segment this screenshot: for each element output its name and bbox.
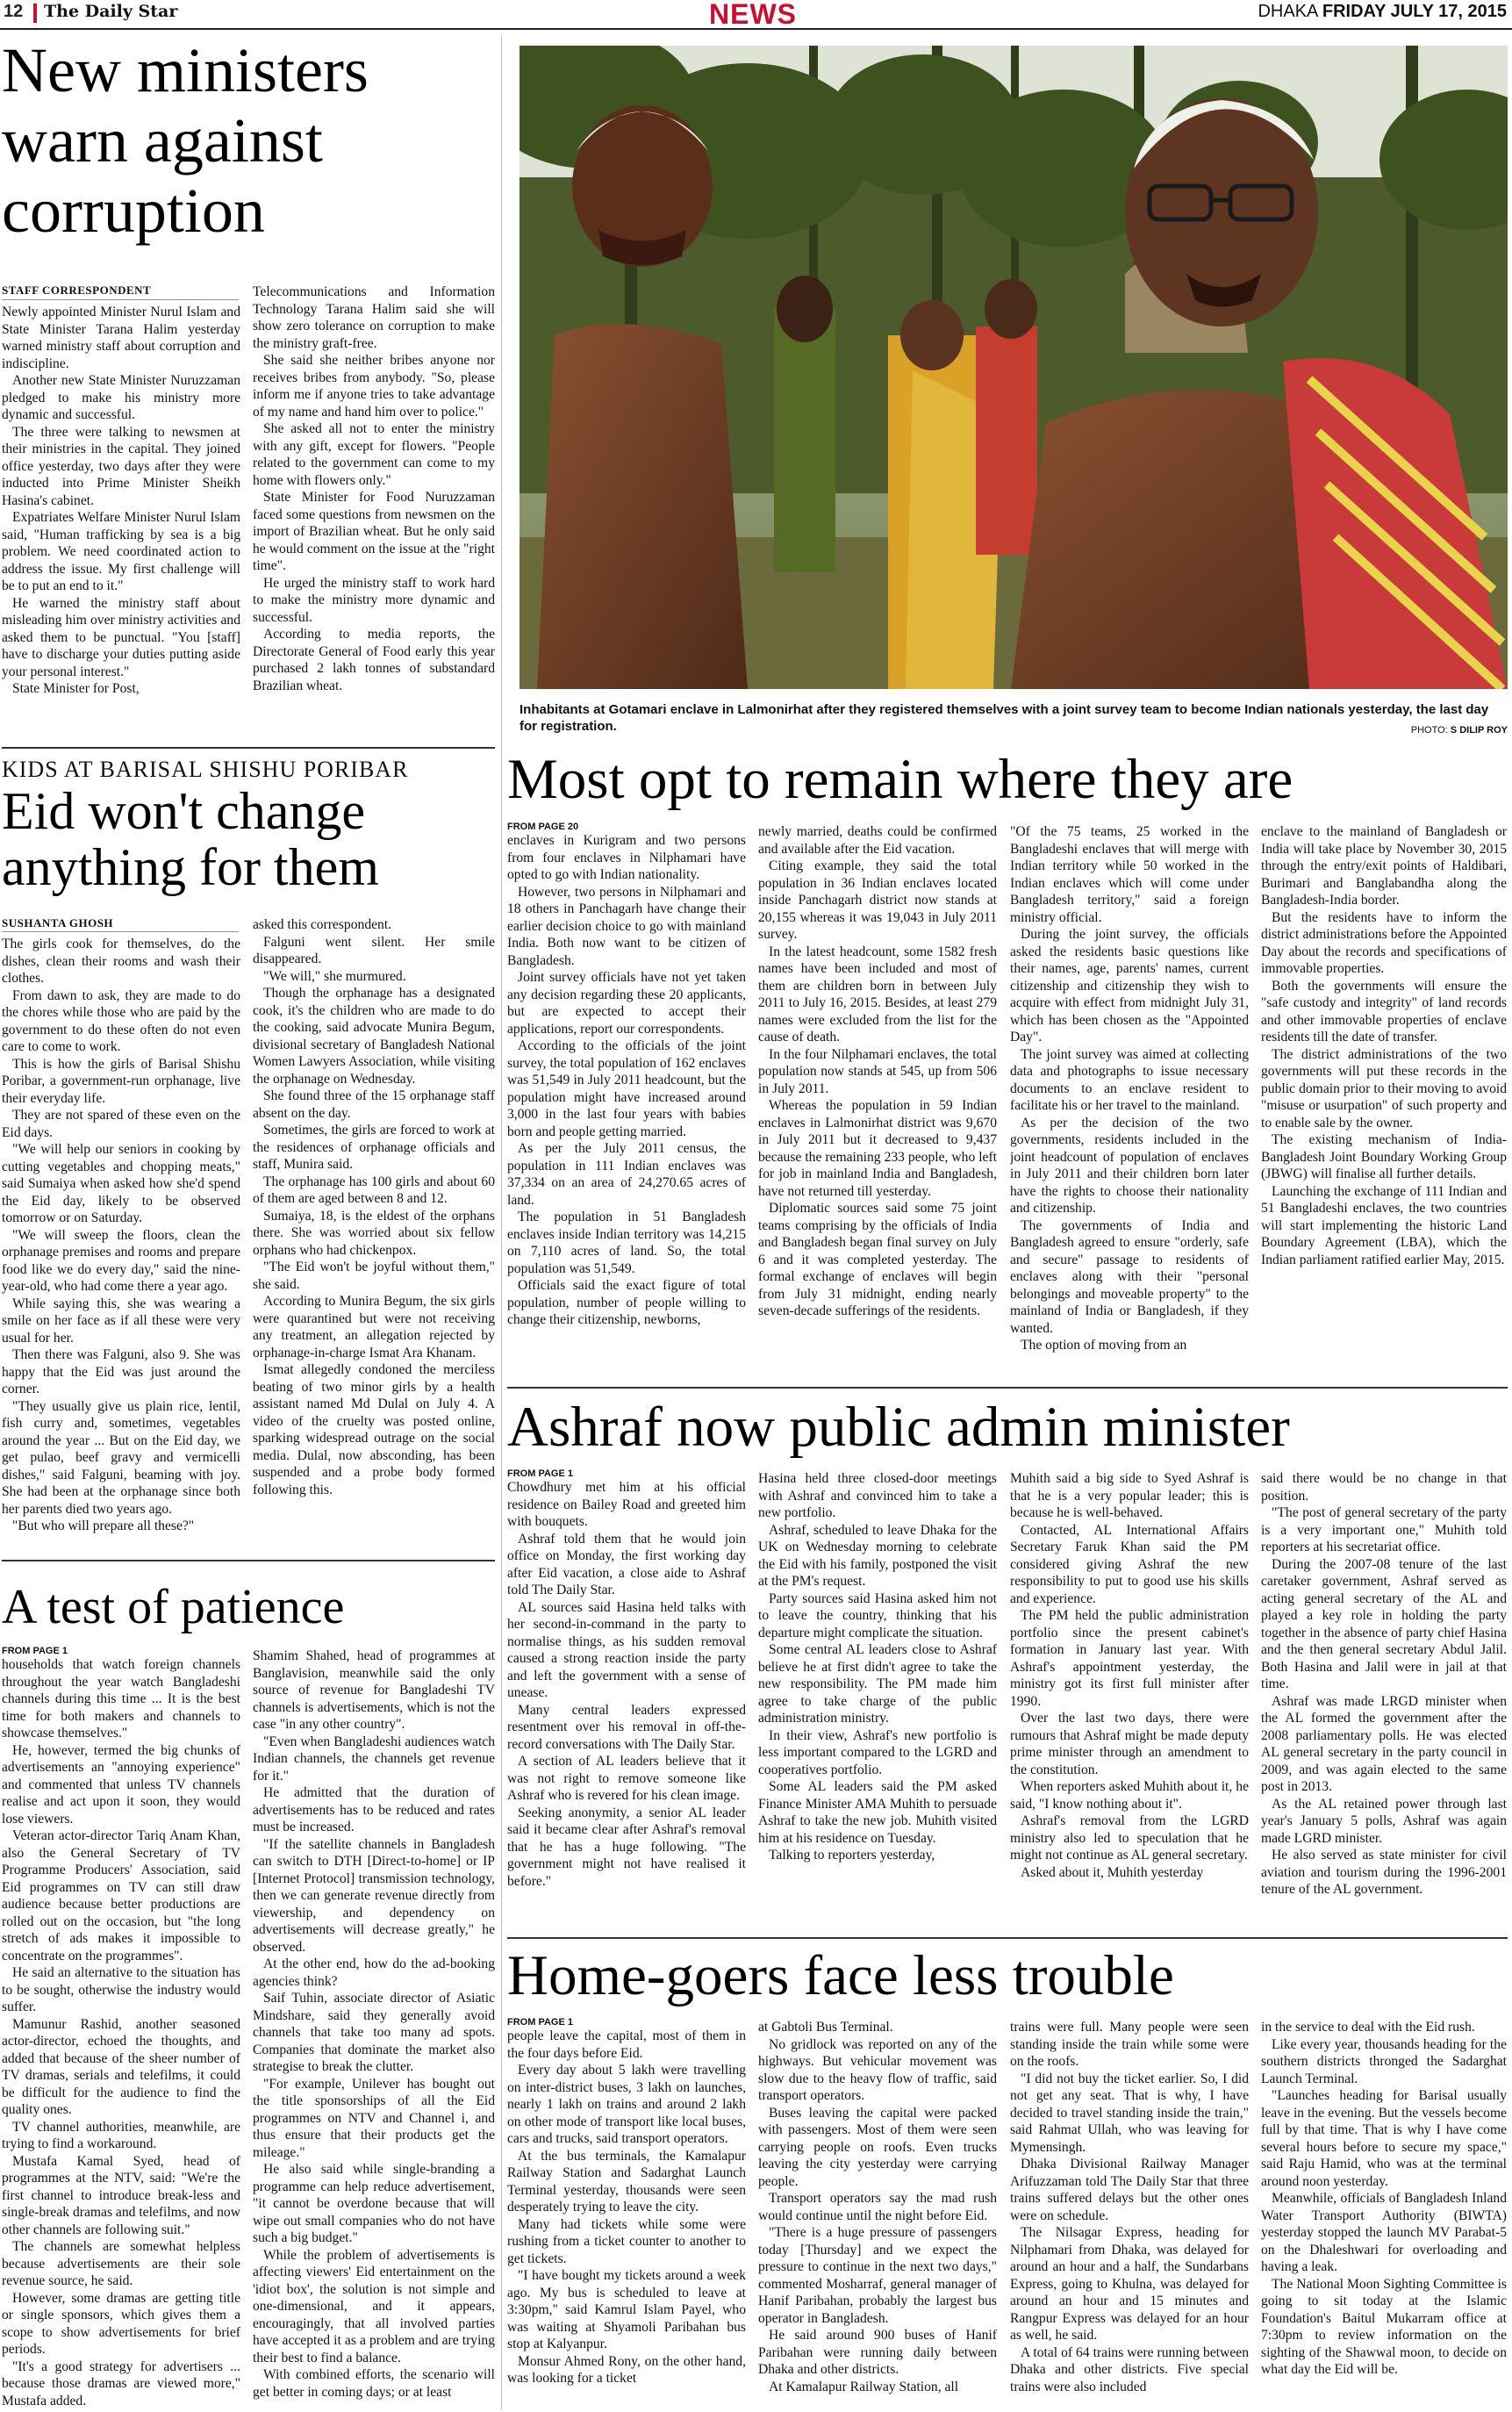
- paragraph: The three were talking to newsmen at their ministries in the capital. They joined office yesterday, two days after they were inducted into Prime Minister Sheikh Hasina's cabinet.: [2, 424, 240, 508]
- paragraph: Transport operators say the mad rush would continue until the night before Eid.: [758, 2191, 997, 2223]
- paragraph: Joint survey officials have not yet taken any decision regarding these 20 applicants, but are expected to accept their applications, report our correspondents.: [507, 970, 746, 1037]
- paragraph: Some central AL leaders close to Ashraf believe he at first didn't agree to take the new responsibility. The PM made him agree to take charge of the public administration ministry.: [758, 1642, 997, 1726]
- paragraph: said there would be no change in that position.: [1261, 1471, 1507, 1504]
- paper-name: The Daily Star: [44, 2, 178, 21]
- story6-column-4: [1261, 2019, 1507, 2409]
- paragraph: Another new State Minister Nuruzzaman pledged to make his ministry more dynamic and successful.: [2, 373, 240, 422]
- story6-from-page: FROM PAGE 1: [507, 2017, 573, 2028]
- paragraph: He admitted that the duration of advertisements has to be reduced and rates must be increased.: [253, 1785, 495, 1834]
- photo-credit: [1411, 725, 1508, 736]
- byline-rule: [2, 931, 239, 932]
- paragraph: Over the last two days, there were rumours that Ashraf might be made deputy prime minister through an amendment to the constitution.: [1010, 1711, 1249, 1777]
- paragraph: "It's a good strategy for advertisers ... because those dramas are viewed more," Mustafa added.: [2, 2358, 240, 2408]
- story3-column-4: [1261, 823, 1507, 1376]
- section-rule: [2, 1560, 495, 1561]
- story6-column-3: [1010, 2019, 1249, 2409]
- paragraph: As per the decision of the two governments, residents included in the joint headcount of population of enclaves in July 2011 and their children born later have the rights to choose their nationality and citizenship.: [1010, 1115, 1249, 1216]
- paragraph: "But who will prepare all these?": [12, 1518, 195, 1533]
- paragraph: She found three of the 15 orphanage staff absent on the day.: [253, 1088, 495, 1121]
- paragraph: With combined efforts, the scenario will get better in coming days; or at least: [253, 2367, 495, 2400]
- story3-from-page: FROM PAGE 20: [507, 822, 579, 832]
- paragraph: "We will help our seniors in cooking by cutting vegetables and chopping meats," said Sumaiya when asked how she'd spend the Eid day, likely to be observed tomorrow or on Saturday.: [2, 1142, 240, 1225]
- story4-column-2: [253, 1647, 495, 2409]
- section-rule: [2, 747, 495, 749]
- paragraph: Ashraf was made LRGD minister when the AL formed the government after the 2008 parliamentary polls. He was elected AL general secretary in the party council in 2009, and was again elected to the same post in 2013.: [1261, 1693, 1507, 1794]
- paragraph: "We will sweep the floors, clean the orphanage premises and rooms and prepare food like we do every day," said the nine-year-old, who had come there a year ago.: [2, 1227, 240, 1294]
- dateline-city: DHAKA: [1258, 2, 1318, 21]
- paragraph: Ashraf, scheduled to leave Dhaka for the UK on Wednesday morning to celebrate the Eid with his family, postponed the visit at the PM's request.: [758, 1522, 997, 1589]
- story4-headline: A test of patience: [2, 1580, 345, 1634]
- section-title: NEWS: [709, 0, 797, 30]
- paragraph: In the four Nilphamari enclaves, the total population now stands at 545, up from 506 in July 2011.: [758, 1046, 997, 1096]
- section-rule: [507, 1387, 1508, 1389]
- paragraph: Whereas the population in 59 Indian enclaves in Lalmonirhat district was 9,670 in July 2011 but it decreased to 9,437 because the remaining 233 people, who left for job in mainland India and Bangladesh, have not returned till yesterday.: [758, 1098, 997, 1199]
- paragraph: "I have bought my tickets around a week ago. My bus is scheduled to leave at 3:30pm," said Kamrul Islam Payel, who was waiting at Shyamoli Paribahan bus stop at Kalyanpur.: [507, 2268, 746, 2351]
- paragraph: "We will," she murmured.: [263, 968, 406, 984]
- paragraph: He also served as state minister for civil aviation and tourism during the 1996-2001 tenure of the AL government.: [1261, 1848, 1507, 1897]
- paragraph: Ashraf's removal from the LGRD ministry also led to speculation that he might not continue as AL general secretary.: [1010, 1813, 1249, 1863]
- story2-byline: SUSHANTA GHOSH: [2, 916, 114, 930]
- paragraph: State Minister for Food Nuruzzaman faced some questions from newsmen on the import of Brazilian wheat. But he only said he would comment on the issue at the "right time".: [253, 490, 495, 573]
- story3-column-3: [1010, 823, 1249, 1376]
- paragraph: The population in 51 Bangladesh enclaves inside Indian territory was 14,215 on 7,110 acres of land. So, the total population was 51,549.: [507, 1210, 746, 1276]
- paragraph: However, two persons in Nilphamari and 18 others in Panchagarh have change their earlier decision choice to go with mainland India. Both now want to be citizen of Bangladesh.: [507, 884, 746, 968]
- story1-column-1: [2, 304, 240, 736]
- photo-credit-label: PHOTO:: [1410, 725, 1448, 736]
- story2-column-2: [253, 916, 495, 1550]
- paragraph: Monsur Ahmed Rony, on the other hand, was looking for a ticket: [507, 2353, 746, 2386]
- paragraph: newly married, deaths could be confirmed and available after the Eid vacation.: [758, 824, 997, 857]
- paragraph: households that watch foreign channels throughout the year watch Bangladeshi channels during this time ... It is the best time for both makers and channels to showcase themselves.": [2, 1657, 240, 1741]
- paragraph: Talking to reporters yesterday,: [769, 1848, 935, 1863]
- paragraph: "They usually give us plain rice, lentil, fish curry and, sometimes, vegetables around the year ... But on the Eid day, we get pulao, beef gravy and vermicelli dishes," said Falguni, beaming with joy. She had been at the orphanage since both her parents died two years ago.: [2, 1398, 240, 1517]
- paragraph: AL sources said Hasina held talks with her second-in-command in the party to normalise things, as his sudden removal caused a strong reaction inside the party and left the government with a sense of unease.: [507, 1599, 746, 1700]
- paragraph: "The post of general secretary of the party is a very important one," Muhith told reporters at his secretariat office.: [1261, 1505, 1507, 1554]
- paragraph: "If the satellite channels in Bangladesh can switch to DTH [Direct-to-home] or IP [Internet Protocol] transmission technology, then we can generate revenue directly from viewership, and dependency on advertisements will decrease greatly," he observed.: [253, 1836, 495, 1955]
- paragraph: This is how the girls of Barisal Shishu Poribar, a government-run orphanage, live their everyday life.: [2, 1056, 240, 1106]
- paragraph: According to Munira Begum, the six girls were quarantined but were not receiving any treatment, an allegation rejected by orphanage-in-charge Ismat Ara Khanam.: [253, 1294, 495, 1360]
- paragraph: Falguni went silent. Her smile disappeared.: [253, 934, 495, 966]
- paragraph: enclave to the mainland of Bangladesh or India will take place by November 30, 2015 through the entry/exit points of Haldibari, Burimari and Banglabandha along the Bangladesh-India border.: [1261, 824, 1507, 908]
- paragraph: During the 2007-08 tenure of the last caretaker government, Ashraf served as acting general secretary of the AL and played a key role in holding the party together in the absence of party chief Hasina and the then general secretary Abdul Jalil. Both Hasina and Jalil were in jail at that time.: [1261, 1556, 1507, 1691]
- story1-byline: STAFF CORRESPONDENT: [2, 284, 152, 297]
- paragraph: Telecommunications and Information Technology Tarana Halim said she will show zero tolerance on corruption to make the ministry graft-free.: [253, 284, 495, 351]
- paragraph: According to media reports, the Directorate General of Food early this year purchased 2 lakh tonnes of substandard Brazilian wheat.: [253, 627, 495, 693]
- column-divider: [501, 35, 502, 2409]
- story6-headline: Home-goers face less trouble: [507, 1944, 1174, 2007]
- byline-rule: [2, 299, 239, 300]
- paragraph: He warned the ministry staff about misleading him over ministry activities and asked them to be punctual. "You [staff] have to discharge your duties putting aside your personal interest.": [2, 595, 240, 679]
- paragraph: During the joint survey, the officials asked the residents basic questions like their names, age, parents' names, current citizenship and citizenship they wish to acquire with effect from midnight July 31, which has been chosen as the "Appointed Day".: [1010, 927, 1249, 1044]
- paragraph: "Of the 75 teams, 25 worked in the Bangladeshi enclaves that will merge with Indian territory while 50 worked in the Indian enclaves which will come under Bangladesh territory," said a foreign ministry official.: [1010, 824, 1249, 925]
- paragraph: Like every year, thousands heading for the southern districts thronged the Sadarghat Launch Terminal.: [1261, 2036, 1507, 2086]
- paragraph: They are not spared of these even on the Eid days.: [2, 1108, 240, 1140]
- dateline-date: FRIDAY JULY 17, 2015: [1322, 2, 1507, 21]
- story2-headline: Eid won't change anything for them: [2, 782, 379, 896]
- paragraph: Chowdhury met him at his official residence on Bailey Road and greeted him with bouquets.: [507, 1480, 746, 1529]
- paragraph: He also said while single-branding a programme can help reduce advertisement, "it cannot be overdone because that will wipe out small companies who do not have such a big budget.": [253, 2162, 495, 2245]
- paragraph: As per the July 2011 census, the population in 111 Indian enclaves was 37,334 on an area of 24,270.65 acres of land.: [507, 1141, 746, 1208]
- paragraph: Both the governments will ensure the "safe custody and integrity" of land records and other immovable properties of enclave residents till the date of transfer.: [1261, 978, 1507, 1044]
- paragraph: trains were full. Many people were seen standing inside the train while some were on the roofs.: [1010, 2020, 1249, 2069]
- story5-column-2: [758, 1470, 997, 1928]
- paragraph: The existing mechanism of India-Bangladesh Joint Boundary Working Group (JBWG) will finalise all further details.: [1261, 1132, 1507, 1181]
- paragraph: At Kamalapur Railway Station, all: [769, 2379, 959, 2394]
- story4-column-1: [2, 1656, 240, 2409]
- paragraph: Saif Tuhin, associate director of Asiatic Mindshare, said they generally avoid channels that take too many ad spots. Companies that dominate the market also strategise to break the clutter.: [253, 1991, 495, 2074]
- paragraph: But the residents have to inform the district administrations before the Appointed Day about the records and specifications of immovable properties.: [1261, 909, 1507, 976]
- paragraph: Then there was Falguni, also 9. She was happy that the Eid was just around the corner.: [2, 1347, 240, 1396]
- story5-from-page: FROM PAGE 1: [507, 1468, 573, 1479]
- paragraph: As the AL retained power through last year's January 5 polls, Ashraf was again made LGRD minister.: [1261, 1796, 1507, 1846]
- paragraph: The channels are somewhat helpless because advertisements are their sole revenue source, he said.: [2, 2239, 240, 2288]
- paragraph: The option of moving from an: [1021, 1338, 1187, 1353]
- paragraph: Though the orphanage has a designated cook, it's the children who are made to do the cooking, said advocate Munira Begum, divisional secretary of Bangladesh National Women Lawyers Association, while visiting the orphanage on Wednesday.: [253, 986, 495, 1087]
- paragraph: "Launches heading for Barisal usually leave in the evening. But the vessels become full by that time. That is why I have come several hours before to secure my space," said Raju Hamid, who was at the terminal around noon yesterday.: [1261, 2088, 1507, 2189]
- paragraph: Sumaiya, 18, is the eldest of the orphans there. She was worried about six fellow orphans who had chickenpox.: [253, 1208, 495, 1258]
- paragraph: Seeking anonymity, a senior AL leader said it became clear after Ashraf's removal that he has a huge following. "The government might not have realised it before.": [507, 1805, 746, 1889]
- paragraph: Veteran actor-director Tariq Anam Khan, also the General Secretary of TV Programme Producers' Association, said Eid programmes on TV can still draw audience because better productions are rolled out on the occasion, but "the long stretch of ads makes it impossible to concentrate on the programmes".: [2, 1828, 240, 1963]
- paragraph: Meanwhile, officials of Bangladesh Inland Water Transport Authority (BIWTA) yesterday stopped the launch MV Parabat-5 on the Dhaleshwari for overloading and having a leak.: [1261, 2191, 1507, 2274]
- story3-headline: Most opt to remain where they are: [507, 748, 1293, 811]
- paragraph: However, some dramas are getting title or single sponsors, which gives them a scope to show advertisements for brief periods.: [2, 2290, 240, 2357]
- story2-kicker: KIDS AT BARISAL SHISHU PORIBAR: [2, 757, 409, 782]
- paragraph: She asked all not to enter the ministry with any gift, except for flowers. "People related to the government can come to my home with flowers only.": [253, 421, 495, 488]
- paragraph: She said she neither bribes anyone nor receives bribes from anybody. "So, please inform me if anyone tries to take advantage of my name and hand him over to police.": [253, 353, 495, 420]
- story6-column-2: [758, 2019, 997, 2409]
- paragraph: Diplomatic sources said some 75 joint teams comprising by the officials of India and Bangladesh began final survey on July 6 and it was completed yesterday. The formal exchange of enclaves will begin from July 31 midnight, ending nearly seven-decade sufferings of the residents.: [758, 1201, 997, 1318]
- paragraph: Some AL leaders said the PM asked Finance Minister AMA Muhith to persuade Ashraf to take the new job. Muhith visited him at his residence on Tuesday.: [758, 1779, 997, 1846]
- paragraph: Buses leaving the capital were packed with passengers. Most of them were seen carrying people on roofs. Even trucks leaving the city yesterday were carrying people.: [758, 2105, 997, 2189]
- paragraph: at Gabtoli Bus Terminal.: [758, 2020, 893, 2035]
- paragraph: Muhith said a big side to Syed Ashraf is that he is a very popular leader; this is because he is well-behaved.: [1010, 1471, 1249, 1520]
- paragraph: Mamunur Rashid, another seasoned actor-director, echoed the thoughts, and added that because of the sheer number of TV dramas, serials and telefilms, it could be difficult for the audience to find the quality ones.: [2, 2016, 240, 2117]
- paragraph: people leave the capital, most of them in the four days before Eid.: [507, 2028, 746, 2061]
- paragraph: Citing example, they said the total population in 36 Indian enclaves located inside Panchagarh district now stands at 20,155 whereas it was 19,043 in July 2011 survey.: [758, 858, 997, 942]
- paragraph: The governments of India and Bangladesh agreed to ensure "orderly, safe and secure" passage to residents of enclaves along with their "personal belongings and moveable property" to the mainland of India or Bangladesh, if they wanted.: [1010, 1217, 1249, 1336]
- paragraph: When reporters asked Muhith about it, he said, "I know nothing about it".: [1010, 1779, 1249, 1812]
- paragraph: The district administrations of the two governments will put these records in the public domain prior to their moving to avoid "misuse or usurpation" of such property and to enable sale by the owner.: [1261, 1046, 1507, 1131]
- paragraph: in the service to deal with the Eid rush.: [1261, 2020, 1475, 2035]
- page-number-divider: [33, 4, 37, 23]
- paragraph: The orphanage has 100 girls and about 60 of them are aged between 8 and 12.: [253, 1174, 495, 1206]
- paragraph: Newly appointed Minister Nurul Islam and State Minister Tarana Halim yesterday warned ministry staff about corruption and indiscipline.: [2, 305, 240, 371]
- story6-column-1: [507, 2028, 746, 2409]
- story1-column-2: [253, 284, 495, 736]
- paragraph: Sometimes, the girls are forced to work at the residences of orphanage officials and staff, Munira said.: [253, 1123, 495, 1172]
- paragraph: He said around 900 buses of Hanif Paribahan were running daily between Dhaka and other districts.: [758, 2328, 997, 2377]
- story5-headline: Ashraf now public admin minister: [507, 1396, 1290, 1459]
- paragraph: "I did not buy the ticket earlier. So, I did not get any seat. That is why, I have decided to travel standing inside the train," said Rahmat Ullah, who was leaving for Mymensingh.: [1010, 2071, 1249, 2155]
- paragraph: While saying this, she was wearing a smile on her face as if all these were very usual for her.: [2, 1296, 240, 1346]
- paragraph: Every day about 5 lakh were travelling on inter-district buses, 3 lakh on launches, nearly 1 lakh on trains and around 2 lakh on other mode of transport like local buses, cars and trucks, said transport operators.: [507, 2063, 746, 2146]
- paragraph: In their view, Ashraf's new portfolio is less important compared to the LGRD and cooperatives portfolio.: [758, 1727, 997, 1777]
- paragraph: According to the officials of the joint survey, the total population of 162 enclaves was 51,549 in July 2011 headcount, but the population might have increased around 3,000 in the last four years with babies born and people getting married.: [507, 1038, 746, 1139]
- paragraph: Mustafa Kamal Syed, head of programmes at the NTV, said: "We're the first channel to introduce break-less and single-break dramas and telefilms, and now other channels are following suit.": [2, 2153, 240, 2237]
- paragraph: Party sources said Hasina asked him not to leave the country, thinking that his departure might complicate the situation.: [758, 1590, 997, 1640]
- story2-column-1: [2, 936, 240, 1550]
- paragraph: He, however, termed the big chunks of advertisements an "annoying experience" and commented that unless TV channels realise and act upon it soon, they would lose viewers.: [2, 1742, 240, 1827]
- paragraph: The girls cook for themselves, do the dishes, clean their rooms and wash their clothes.: [2, 937, 240, 986]
- photo-credit-name: S DILIP ROY: [1450, 725, 1508, 736]
- story4-from-page: FROM PAGE 1: [2, 1646, 68, 1656]
- paragraph: asked this correspondent.: [253, 917, 392, 932]
- paragraph: Contacted, AL International Affairs Secretary Faruk Khan said the PM considered giving Ashraf the new responsibility to put to good use his skills and experience.: [1010, 1522, 1249, 1606]
- section-rule: [507, 1937, 1508, 1939]
- paragraph: While the problem of advertisements is affecting viewers' Eid entertainment on the 'idiot box', the solution is not simple and one-dimensional, and it appears, encouragingly, that all involved parties have accepted it as a problem and are trying their best to find a balance.: [253, 2247, 495, 2365]
- paragraph: The joint survey was aimed at collecting data and photographs to issue necessary documents to an enclave resident to facilitate his or her travel to the mainland.: [1010, 1046, 1249, 1113]
- paragraph: At the other end, how do the ad-booking agencies think?: [253, 1956, 495, 1989]
- paragraph: He urged the ministry staff to work hard to make the ministry more dynamic and successful.: [253, 575, 495, 625]
- story5-column-3: [1010, 1470, 1249, 1928]
- paragraph: Shamim Shahed, head of programmes at Banglavision, meanwhile said the only source of revenue for Bangladeshi TV channels is advertisements, which is not the case "in any other country".: [253, 1648, 495, 1732]
- paragraph: "There is a huge pressure of passengers today [Thursday] and we expect the pressure to continue in the next two days," commented Mosharraf, general manager of Hanif Paribahan, probably the largest bus operator in Bangladesh.: [758, 2225, 997, 2326]
- paragraph: At the bus terminals, the Kamalapur Railway Station and Sadarghat Launch Terminal yesterday, thousands were seen desperately trying to leave the city.: [507, 2148, 746, 2215]
- paragraph: A total of 64 trains were running between Dhaka and other districts. Five special trains were also included: [1010, 2344, 1249, 2394]
- paragraph: Launching the exchange of 111 Indian and 51 Bangladeshi enclaves, the two countries will start implementing the historic Land Boundary Agreement (LBA), which the Indian parliament ratified earlier May, 2015.: [1261, 1183, 1507, 1267]
- paragraph: Ismat allegedly condoned the merciless beating of two minor girls by a health assistant named Md Dulal on July 4. A video of the cruelty was posted online, sparking widespread outrage on the social media. Dulal, now absconding, has been suspended and a probe body formed following this.: [253, 1362, 495, 1497]
- paragraph: Hasina held three closed-door meetings with Ashraf and convinced him to take a new portfolio.: [758, 1471, 997, 1520]
- paragraph: Expatriates Welfare Minister Nurul Islam said, "Human trafficking by sea is a big problem. We need coordinated action to address the issue. My first challenge will be to put an end to it.": [2, 510, 240, 593]
- paragraph: Officials said the exact figure of total population, number of people willing to change their citizenship, newborns,: [507, 1278, 746, 1327]
- photo-caption: Inhabitants at Gotamari enclave in Lalmonirhat after they registered themselves with a joint survey team to become Indian nationals yesterday, the last day for registration.: [520, 702, 1489, 734]
- paragraph: No gridlock was reported on any of the highways. But vehicular movement was slow due to the heavy flow of traffic, said transport operators.: [758, 2036, 997, 2103]
- paragraph: Dhaka Divisional Railway Manager Arifuzzaman told The Daily Star that three trains suffered delays but the other ones were on schedule.: [1010, 2157, 1249, 2223]
- paragraph: Many central leaders expressed resentment over his removal in off-the-record conversations with The Daily Star.: [507, 1702, 746, 1752]
- paragraph: He said an alternative to the situation has to be sought, otherwise the industry would suffer.: [2, 1965, 240, 2014]
- paragraph: "The Eid won't be joyful without them," she said.: [253, 1260, 495, 1292]
- paragraph: TV channel authorities, meanwhile, are trying to find a workaround.: [2, 2119, 240, 2151]
- dateline: [1258, 2, 1507, 22]
- story5-column-1: [507, 1479, 746, 1928]
- story3-column-2: [758, 823, 997, 1376]
- paragraph: Ashraf told them that he would join office on Monday, the first working day after Eid vacation, a close aide to Ashraf told The Daily Star.: [507, 1531, 746, 1597]
- paragraph: A section of AL leaders believe that it was not right to remove someone like Ashraf who is revered for his clean image.: [507, 1754, 746, 1803]
- paragraph: State Minister for Post,: [12, 681, 140, 696]
- paragraph: enclaves in Kurigram and two persons from four enclaves in Nilphamari have opted to go with Indian nationality.: [507, 833, 746, 882]
- paragraph: From dawn to ask, they are made to do the chores while those who are paid by the government to do these often do not even care to come to work.: [2, 987, 240, 1054]
- story5-column-4: [1261, 1470, 1507, 1928]
- paragraph: Asked about it, Muhith yesterday: [1021, 1864, 1204, 1880]
- paragraph: "Even when Bangladeshi audiences watch Indian channels, the channels get revenue for it.": [253, 1734, 495, 1784]
- paragraph: The PM held the public administration portfolio since the present cabinet's formation in January last year. With Ashraf's appointment yesterday, the ministry got its first full minister after 1990.: [1010, 1608, 1249, 1709]
- enclave-residents-photo: [520, 46, 1508, 689]
- paragraph: The Nilsagar Express, heading for Nilphamari from Dhaka, was delayed for around an hour and a half, the Sundarbans Express, going to Khulna, was delayed for around an hour and 15 minutes and Rangpur Express was delayed for an hour as well, he said.: [1010, 2225, 1249, 2343]
- paragraph: Many had tickets while some were rushing from a ticket counter to another to get tickets.: [507, 2216, 746, 2266]
- story1-headline: New ministers warn against corruption: [2, 35, 369, 246]
- paragraph: "For example, Unilever has bought out the title sponsorships of all the Eid programmes on NTV and Channel i, and thus ensure that their products get the mileage.": [253, 2076, 495, 2160]
- page-number: 12: [4, 2, 24, 21]
- paragraph: The National Moon Sighting Committee is going to sit today at the Islamic Foundation's Baitul Mukarram office at 7:30pm to review information on the sighting of the Shawwal moon, to decide on what day the Eid will be.: [1261, 2276, 1507, 2377]
- paragraph: In the latest headcount, some 1582 fresh names have been included and most of them are children born in between July 2011 to July 16, 2015. Besides, at least 279 names were excluded from the list for the cause of death.: [758, 944, 997, 1044]
- story3-column-1: [507, 832, 746, 1376]
